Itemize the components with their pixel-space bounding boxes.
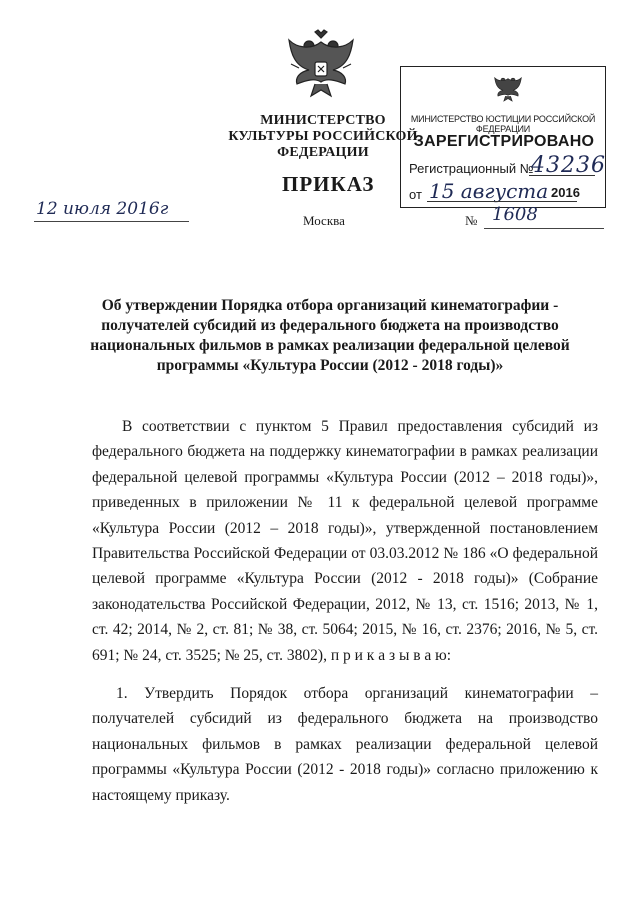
stamp-date-label: от xyxy=(409,187,422,202)
document-type: ПРИКАЗ xyxy=(282,172,375,196)
preamble-paragraph: В соответствии с пунктом 5 Правил предоставления субсидий из федерального бюджета на поддержку кинематографии в рамках реализации федеральной целевой программы «Культура России (2012 – 2018 годы)», приведенных в приложении № 11 к федеральной целевой программе «Культура России (2012 – 2018 годы)», утвержденной постановлением Правительства Российской Федерации от 03.03.2012 № 186 «О федеральной целевой программе «Культура России (2012 - 2018 годы)» (Собрание законодательства Российской Федерации, 2012, № 13, ст. 1516; 2013, № 1, ст. 42; 2014, № 2, ст. 81; № 38, ст. 5064; 2015, № 16, ст. 2376; 2016, № 5, ст. 691; № 24, ст. 3525; № 25, ст. 3802), п р и к а з ы в а ю: xyxy=(92,418,598,664)
stamp-registered: ЗАРЕГИСТРИРОВАНО xyxy=(413,133,595,150)
order-date: 12 июля 2016г xyxy=(36,199,169,219)
ministry-name: МИНИСТЕРСТВО КУЛЬТУРЫ РОССИЙСКОЙ ФЕДЕРАЦИИ xyxy=(228,113,418,160)
registration-stamp xyxy=(400,66,606,208)
city: Москва xyxy=(303,213,345,228)
stamp-coat-of-arms-icon xyxy=(493,72,523,106)
order-number-label: № xyxy=(465,213,478,228)
order-number: 1608 xyxy=(492,204,538,225)
stamp-reg-number-value: 43236 xyxy=(531,153,606,178)
document-title: Об утверждении Порядка отбора организаций кинематографии - получателей субсидий из федерального бюджета на производство национальных фильмов в рамках реализации федеральной целевой программы «Культура России (2012 - 2018 годы)» xyxy=(90,297,570,374)
date-underline xyxy=(34,221,189,222)
stamp-date-underline xyxy=(427,201,577,202)
stamp-date-value: 15 августа xyxy=(429,179,549,203)
stamp-number-underline xyxy=(529,175,595,176)
stamp-date-year: 2016 xyxy=(551,185,580,200)
order-item-1: 1. Утвердить Порядок отбора организаций кинематографии – получателей субсидий из федерального бюджета на производство национальных фильмов в рамках реализации федеральной целевой программы «Культура России (2012 - 2018 годы)» согласно приложению к настоящему приказу. xyxy=(92,685,598,804)
stamp-reg-number-label: Регистрационный № xyxy=(409,161,534,176)
stamp-ministry: МИНИСТЕРСТВО ЮСТИЦИИ РОССИЙСКОЙ ФЕДЕРАЦИИ xyxy=(410,114,596,134)
number-underline xyxy=(484,228,604,229)
coat-of-arms-icon xyxy=(285,28,357,106)
